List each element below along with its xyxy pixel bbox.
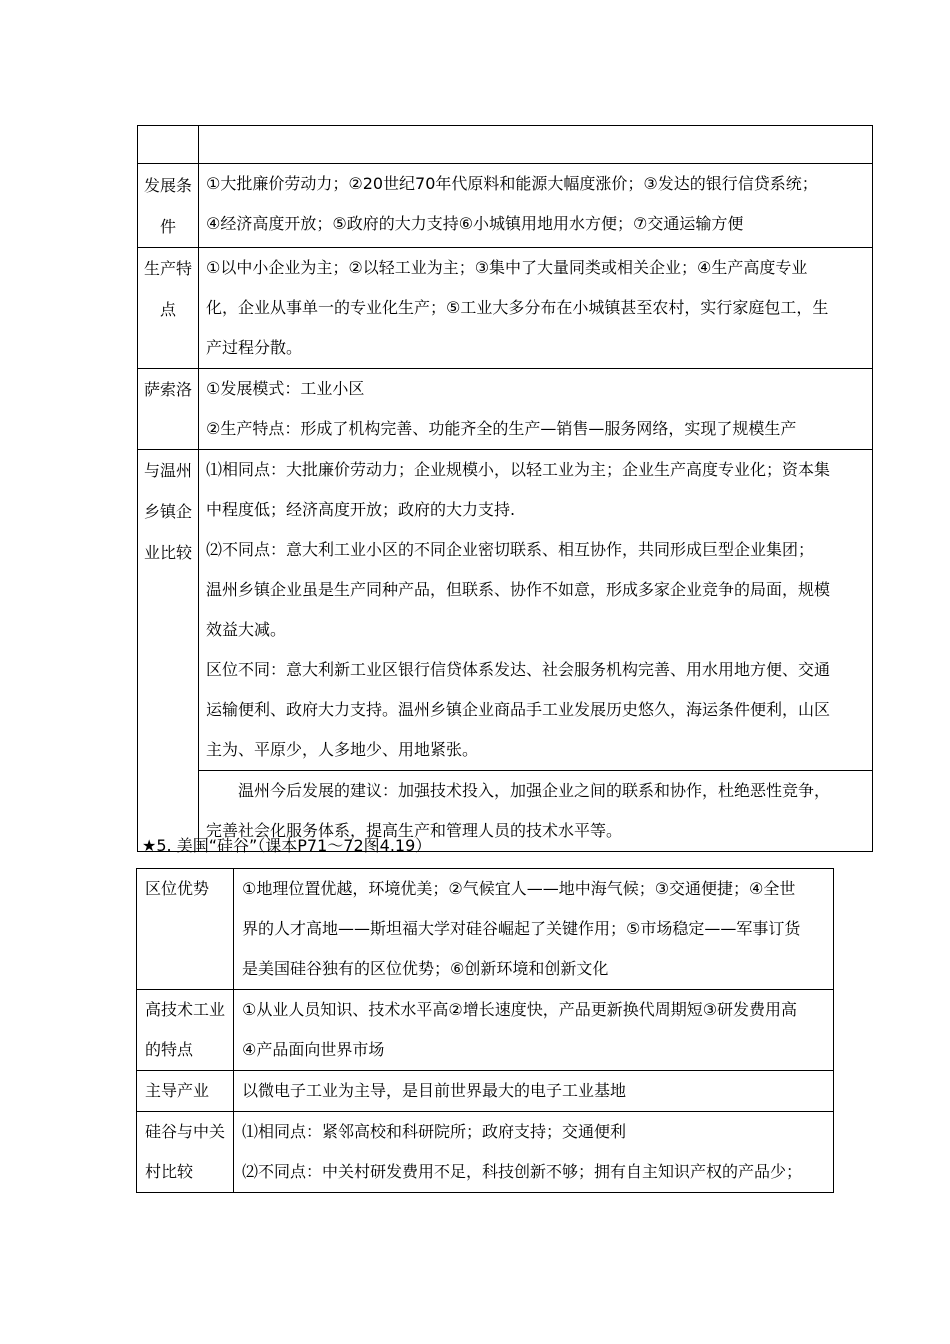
- table-row: [138, 164, 873, 248]
- content-line: 效益大减。: [206, 620, 287, 639]
- content-line: 中程度低；经济高度开放；政府的大力支持.: [206, 500, 516, 519]
- content-line: ⑴相同点：紧邻高校和科研院所；政府支持；交通便利: [242, 1122, 627, 1141]
- row-content: [234, 990, 834, 1071]
- italy-industry-table: [137, 125, 873, 852]
- row-content: [234, 869, 834, 990]
- header-text: 生产特点: [143, 259, 192, 319]
- content-line: ①地理位置优越，环境优美；②气候宜人——地中海气候；③交通便捷；④全世: [242, 879, 796, 898]
- content-line: 运输便利、政府大力支持。温州乡镇企业商品手工业发展历史悠久，海运条件便利，山区: [206, 700, 831, 719]
- content-line: 产过程分散。: [206, 338, 303, 357]
- content-line: ④经济高度开放；⑤政府的大力支持⑥小城镇用地用水方便；⑦交通运输方便: [206, 214, 744, 233]
- content-line: ①从业人员知识、技术水平高②增长速度快，产品更新换代周期短③研发费用高: [242, 1000, 798, 1019]
- row-header-development-conditions: [138, 164, 199, 248]
- row-header-sassuolo: [138, 369, 199, 450]
- table-row: [138, 126, 873, 164]
- content-line: ④产品面向世界市场: [242, 1040, 385, 1059]
- header-text: 萨索洛: [143, 380, 192, 399]
- content-line: 以微电子工业为主导，是目前世界最大的电子工业基地: [242, 1081, 627, 1100]
- content-line: ①以中小企业为主；②以轻工业为主；③集中了大量同类或相关企业；④生产高度专业: [206, 258, 808, 277]
- silicon-valley-table: [136, 868, 834, 1193]
- table-row: [137, 1071, 834, 1112]
- table-row: [138, 369, 873, 450]
- row-content: [199, 369, 873, 450]
- content-line: 主为、平原少，人多地少、用地紧张。: [206, 740, 479, 759]
- content-line: ②生产特点：形成了机构完善、功能齐全的生产—销售—服务网络，实现了规模生产: [206, 419, 797, 438]
- content-line: 温州乡镇企业虽是生产同种产品，但联系、协作不如意，形成多家企业竞争的局面，规模: [206, 580, 831, 599]
- header-text: 硅谷与中关村比较: [145, 1122, 226, 1181]
- content-line: ⑵不同点：意大利工业小区的不同企业密切联系、相互协作，共同形成巨型企业集团；: [206, 540, 815, 559]
- header-text: 与温州乡镇企业比较: [143, 461, 192, 562]
- row-header-location-advantage: [137, 869, 234, 990]
- content-line: 区位不同：意大利新工业区银行信贷体系发达、社会服务机构完善、用水用地方便、交通: [206, 660, 831, 679]
- row-content: [199, 126, 873, 164]
- row-content: [199, 164, 873, 248]
- table-row: [137, 1112, 834, 1193]
- row-content: [234, 1112, 834, 1193]
- content-line: 温州今后发展的建议：加强技术投入，加强企业之间的联系和协作，杜绝恶性竞争，: [238, 781, 831, 800]
- content-line: 界的人才高地——斯坦福大学对硅谷崛起了关键作用；⑤市场稳定——军事订货: [242, 919, 801, 938]
- row-header-wenzhou-comparison: [138, 450, 199, 852]
- row-content: [199, 450, 873, 771]
- content-line: ①大批廉价劳动力；②20世纪70年代原料和能源大幅度涨价；③发达的银行信贷系统；: [206, 174, 818, 193]
- row-header-zhongguancun-comparison: [137, 1112, 234, 1193]
- content-line: ⑴相同点：大批廉价劳动力；企业规模小，以轻工业为主；企业生产高度专业化；资本集: [206, 460, 831, 479]
- table-row: [138, 248, 873, 369]
- content-line: 是美国硅谷独有的区位优势；⑥创新环境和创新文化: [242, 959, 609, 978]
- row-content: [234, 1071, 834, 1112]
- header-text: 发展条件: [143, 176, 192, 236]
- row-header-production-features: [138, 248, 199, 369]
- content-line: 完善社会化服务体系，提高生产和管理人员的技术水平等。: [206, 821, 623, 840]
- table-row: [138, 450, 873, 771]
- row-header: [138, 126, 199, 164]
- content-line: ⑵不同点：中关村研发费用不足，科技创新不够；拥有自主知识产权的产品少；: [242, 1162, 803, 1181]
- header-text: 主导产业: [145, 1081, 210, 1100]
- section-heading: ★5. 美国“硅谷”（课本P71～72图4.19）: [142, 836, 432, 855]
- content-line: 化，企业从事单一的专业化生产；⑤工业大多分布在小城镇甚至农村，实行家庭包工，生: [206, 298, 829, 317]
- header-text: 高技术工业的特点: [145, 1000, 226, 1059]
- row-header-leading-industry: [137, 1071, 234, 1112]
- row-content: [199, 248, 873, 369]
- header-text: 区位优势: [145, 879, 210, 898]
- content-line: ①发展模式：工业小区: [206, 379, 365, 398]
- row-header-hightech-features: [137, 990, 234, 1071]
- table-row: [137, 869, 834, 990]
- table-row: [137, 990, 834, 1071]
